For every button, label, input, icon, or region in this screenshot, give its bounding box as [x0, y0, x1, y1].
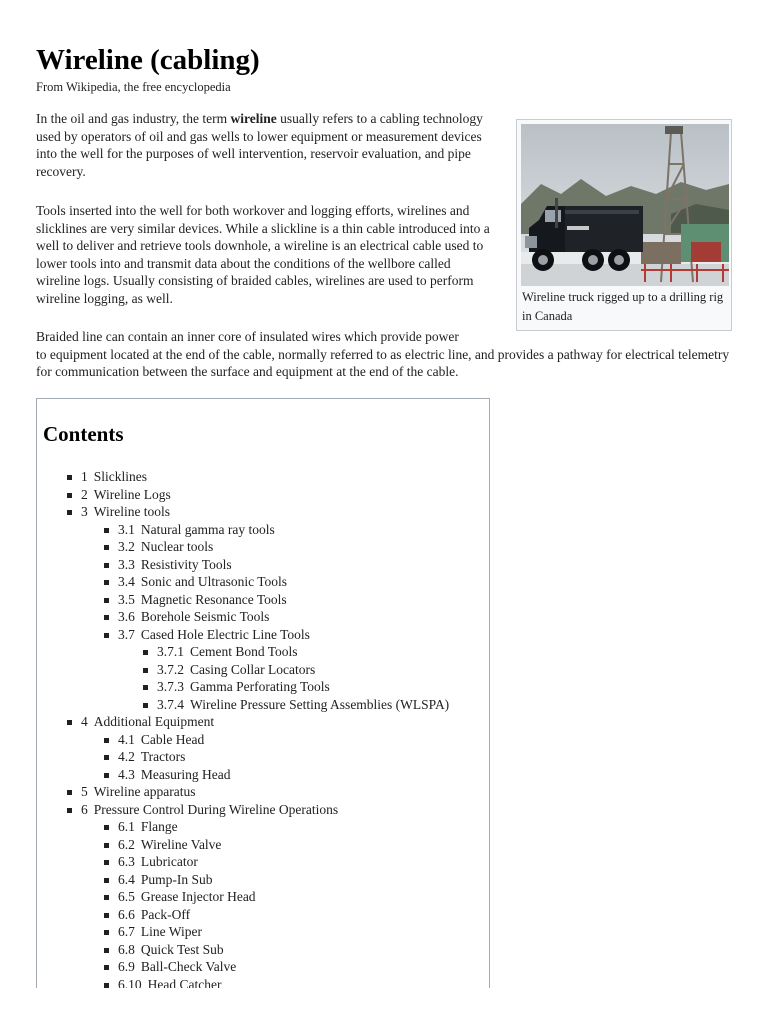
toc-label: Pump-In Sub — [140, 871, 213, 887]
toc-item[interactable] — [118, 731, 449, 749]
toc-item[interactable] — [118, 591, 449, 609]
toc-label: Resistivity Tools — [140, 556, 232, 572]
toc-number: 3.5 — [118, 591, 135, 607]
toc-label: Natural gamma ray tools — [140, 521, 275, 537]
toc-number: 6.3 — [118, 854, 135, 869]
toc-number: 3.2 — [118, 539, 135, 554]
toc-number: 6.10 — [118, 976, 142, 988]
toc-label: Head Catcher — [147, 976, 222, 988]
toc-number: 4.2 — [118, 749, 135, 764]
toc-number: 6.4 — [118, 871, 135, 887]
toc-item[interactable] — [118, 888, 449, 906]
toc-subsublist — [118, 643, 449, 713]
toc-number: 3.4 — [118, 574, 135, 589]
toc-number: 6.9 — [118, 959, 135, 974]
toc-number: 3.3 — [118, 556, 135, 572]
toc-item[interactable] — [118, 766, 449, 784]
toc-item[interactable] — [118, 556, 449, 574]
intro-text-start: In the oil and gas industry, the term — [36, 111, 231, 126]
toc-sublist — [81, 521, 449, 714]
toc-number: 3.1 — [118, 521, 135, 537]
toc-list — [81, 468, 449, 988]
braided-line-text: to equipment located at the end of the cable, normally referred to as electric line, and provides a pathway for electrical telemetry for communication between the surface and equipment at the end of the cable. — [36, 346, 730, 380]
figure-caption: Wireline truck rigged up to a drilling rig in Canada — [522, 290, 724, 323]
toc-number: 6.7 — [118, 924, 135, 939]
toc-item[interactable] — [157, 643, 449, 661]
toc-item[interactable] — [118, 853, 449, 871]
toc-item[interactable] — [118, 906, 449, 924]
toc-label: Wireline Logs — [93, 486, 171, 502]
toc-sublist — [81, 818, 449, 988]
toc-label: Pack-Off — [140, 906, 191, 922]
toc-label: Pressure Control During Wireline Operations — [93, 801, 339, 817]
toc-label: Magnetic Resonance Tools — [140, 591, 287, 607]
toc-item[interactable] — [118, 538, 449, 556]
toc-label: Sonic and Ultrasonic Tools — [140, 574, 288, 589]
toc-label: Flange — [140, 819, 178, 834]
toc-item[interactable] — [81, 713, 449, 783]
toc-number: 3.7 — [118, 626, 135, 642]
toc-label: Quick Test Sub — [140, 941, 224, 957]
toc-item[interactable] — [118, 626, 449, 714]
toc-number: 3 — [81, 504, 88, 519]
toc-heading: Contents — [43, 422, 124, 446]
toc-number: 4.3 — [118, 766, 135, 782]
toc-label: Borehole Seismic Tools — [140, 609, 270, 624]
toc-label: Measuring Head — [140, 766, 231, 782]
toc-number: 6.1 — [118, 819, 135, 834]
toc-item[interactable] — [81, 783, 449, 801]
toc-number: 3.6 — [118, 609, 135, 624]
toc-item[interactable] — [118, 923, 449, 941]
toc-number: 6.8 — [118, 941, 135, 957]
toc-label: Wireline Pressure Setting Assemblies (WLSPA) — [190, 696, 450, 712]
toc-number: 3.7.3 — [157, 679, 184, 694]
toc-item[interactable] — [81, 468, 449, 486]
toc-label: Slicklines — [93, 469, 147, 484]
toc-item[interactable] — [81, 486, 449, 504]
toc-label: Cement Bond Tools — [190, 644, 298, 659]
braided-line-first-line: Braided line can contain an inner core of insulated wires which provide power — [36, 329, 459, 344]
toc-item[interactable] — [118, 818, 449, 836]
toc-number: 3.7.1 — [157, 644, 184, 659]
wireline-truck-photo[interactable] — [521, 124, 729, 286]
toc-item[interactable] — [118, 836, 449, 854]
page-title: Wireline (cabling) — [36, 44, 260, 76]
intro-text-end: usually refers to a cabling technology used by operators of oil and gas wells to lower equipment or measurement devices into the well for the purposes of well intervention, reservoir evaluation, and pipe recovery. — [36, 111, 483, 179]
toc-item[interactable] — [118, 871, 449, 889]
truck-rig-illustration — [521, 124, 729, 286]
toc-number: 6.5 — [118, 889, 135, 904]
toc-label: Line Wiper — [140, 924, 202, 939]
toc-number: 4 — [81, 714, 88, 729]
toc-number: 1 — [81, 469, 88, 484]
toc-item[interactable] — [118, 941, 449, 959]
toc-item[interactable] — [157, 696, 449, 714]
toc-number: 6.6 — [118, 906, 135, 922]
toc-sublist — [81, 731, 449, 784]
toc-item[interactable] — [118, 608, 449, 626]
toc-number: 4.1 — [118, 731, 135, 747]
toc-number: 3.7.4 — [157, 696, 184, 712]
toc-item[interactable] — [118, 748, 449, 766]
toc-label: Tractors — [140, 749, 186, 764]
toc-label: Cable Head — [140, 731, 205, 747]
toc-label: Nuclear tools — [140, 539, 214, 554]
toc-label: Lubricator — [140, 854, 198, 869]
toc-item[interactable] — [81, 503, 449, 713]
toc-label: Cased Hole Electric Line Tools — [140, 626, 310, 642]
tools-paragraph: Tools inserted into the well for both workover and logging efforts, wirelines and slicklines are very similar devices. While a slickline is a thin cable introduced into a well to deliver and retrieve tools downhole, a wireline is an electrical cable used to lower tools into and transmit data about the conditions of the wellbore called wireline logs. Usually consisting of braided cables, wirelines are used to perform wireline logging, as well. — [36, 203, 490, 306]
toc-item[interactable] — [118, 521, 449, 539]
toc-label: Additional Equipment — [93, 714, 215, 729]
table-of-contents — [36, 398, 490, 988]
term-wireline: wireline — [230, 111, 277, 126]
braided-line-paragraph — [36, 328, 734, 381]
toc-item[interactable] — [118, 976, 449, 989]
toc-label: Wireline Valve — [140, 836, 222, 852]
toc-label: Grease Injector Head — [140, 889, 256, 904]
toc-label: Ball-Check Valve — [140, 959, 237, 974]
toc-number: 6.2 — [118, 836, 135, 852]
intro-paragraph — [36, 110, 491, 180]
toc-number: 6 — [81, 801, 88, 817]
toc-label: Casing Collar Locators — [190, 661, 316, 677]
toc-item[interactable] — [157, 678, 449, 696]
thumbnail-figure — [516, 119, 732, 331]
toc-number: 3.7.2 — [157, 661, 184, 677]
toc-number: 5 — [81, 784, 88, 799]
toc-item[interactable] — [81, 801, 449, 989]
toc-item[interactable] — [118, 958, 449, 976]
toc-label: Wireline tools — [93, 504, 171, 519]
page-subtitle: From Wikipedia, the free encyclopedia — [36, 80, 231, 94]
toc-item[interactable] — [118, 573, 449, 591]
toc-number: 2 — [81, 486, 88, 502]
toc-item[interactable] — [157, 661, 449, 679]
toc-label: Gamma Perforating Tools — [190, 679, 330, 694]
toc-label: Wireline apparatus — [93, 784, 196, 799]
